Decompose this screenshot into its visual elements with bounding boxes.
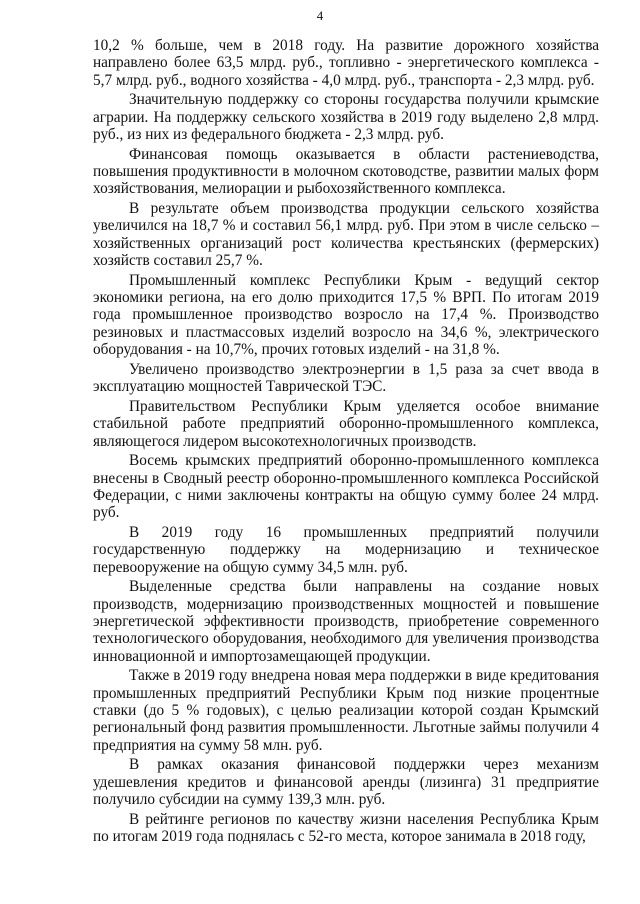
document-body — [93, 37, 599, 845]
paragraph: 10,2 % больше, чем в 2018 году. На развитие дорожного хозяйства направлено более 63,5 млрд. руб., топливно - энергетического комплекса - 5,7 млрд. руб., водного хозяйства - 4,0 млрд. руб., транспорта - 2,3 млрд. руб. — [93, 37, 599, 89]
paragraph: Правительством Республики Крым уделяется особое внимание стабильной работе предприятий оборонно-промышленного комплекса, являющегося лидером высокотехнологичных производств. — [93, 397, 599, 450]
paragraph: В 2019 году 16 промышленных предприятий получили государственную поддержку на модернизацию и техническое перевооружение на общую сумму 34,5 млн. руб. — [93, 524, 599, 576]
paragraph: В рамках оказания финансовой поддержки через механизм удешевления кредитов и финансовой аренды (лизинга) 31 предприятие получило субсидии на сумму 139,3 млн. руб. — [93, 756, 599, 808]
paragraph: Увеличено производство электроэнергии в 1,5 раза за счет ввода в эксплуатацию мощностей Таврической ТЭС. — [93, 360, 599, 396]
page-number: 4 — [316, 8, 324, 23]
paragraph: Финансовая помощь оказывается в области растениеводства, повышения продуктивности в молочном скотоводстве, развитии малых форм хозяйствования, мелиорации и рыбохозяйственного комплекса. — [93, 145, 599, 198]
paragraph: Промышленный комплекс Республики Крым - ведущий сектор экономики региона, на его долю приходится 17,5 % ВРП. По итогам 2019 года промышленное производство возросло на 17,4 %. Производство резиновых и пластмассовых изделий возросло на 34,6 %, электрического оборудования - на 10,7%, прочих готовых изделий - на 31,8 %. — [93, 271, 599, 359]
paragraph: Также в 2019 году внедрена новая мера поддержки в виде кредитования промышленных предприятий Республики Крым под низкие процентные ставки (до 5 % годовых), с целью реализации которой создан Крымский региональный фонд развития промышленности. Льготные займы получили 4 предприятия на сумму 58 млн. руб. — [93, 667, 599, 754]
paragraph: Выделенные средства были направлены на создание новых производств, модернизацию производственных мощностей и повышение энергетической эффективности производств, приобретение современного технологического оборудования, необходимого для увеличения производства инновационной и импортозамещающей продукции. — [93, 578, 599, 665]
paragraph: В результате объем производства продукции сельского хозяйства увеличился на 18,7 % и составил 56,1 млрд. руб. При этом в числе сельско – хозяйственных организаций рост количества крестьянских (фермерских) хозяйств составил 25,7 %. — [93, 200, 599, 270]
paragraph: Значительную поддержку со стороны государства получили крымские аграрии. На поддержку сельского хозяйства в 2019 году выделено 2,8 млрд. руб., из них из федерального бюджета - 2,3 млрд. руб. — [93, 91, 599, 143]
paragraph: В рейтинге регионов по качеству жизни населения Республика Крым по итогам 2019 года поднялась с 52-го места, которое занимала в 2018 году, — [93, 810, 599, 846]
paragraph: Восемь крымских предприятий оборонно-промышленного комплекса внесены в Сводный реестр оборонно-промышленного комплекса Российской Федерации, с ними заключены контракты на общую сумму более 24 млрд. руб. — [93, 452, 599, 522]
